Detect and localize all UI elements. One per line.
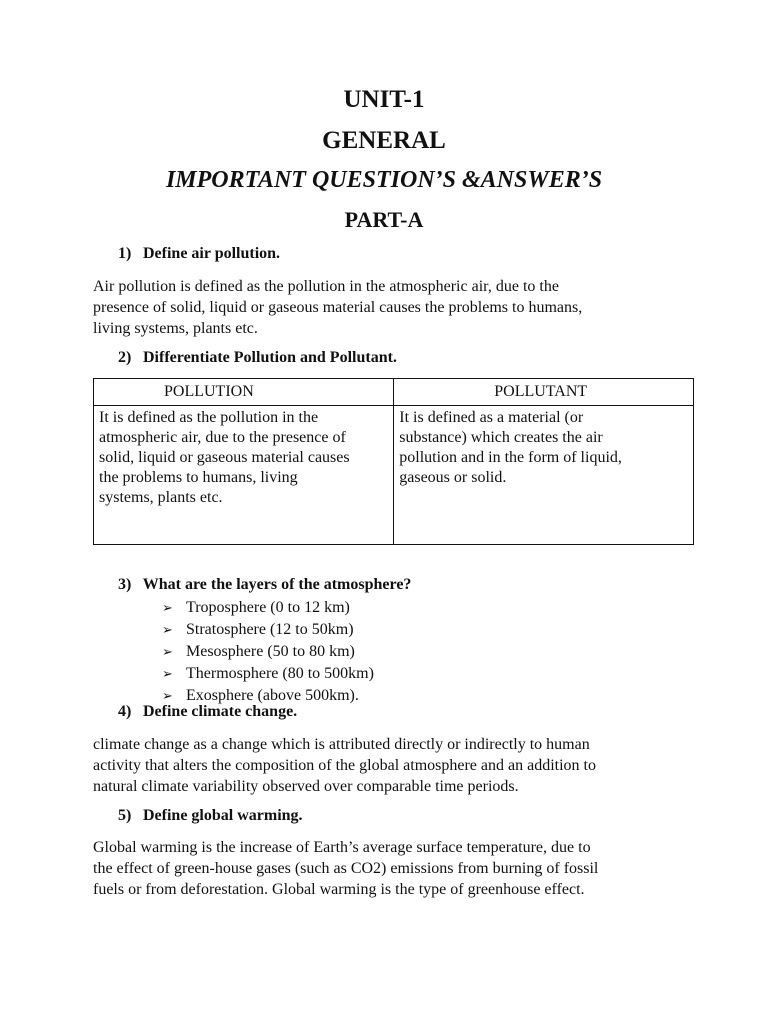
- question-5-number: 5): [118, 807, 132, 824]
- column-header-pollutant: POLLUTANT: [394, 379, 694, 406]
- arrow-bullet-icon: ➢: [162, 667, 173, 682]
- arrow-bullet-icon: ➢: [162, 645, 173, 660]
- answer-5: [93, 837, 693, 900]
- question-2-number: 2): [118, 349, 132, 366]
- answer-5-line: the effect of green-house gases (such as CO2) emissions from burning of fossil: [93, 860, 599, 877]
- answer-1-line: Air pollution is defined as the pollution in the atmospheric air, due to the: [93, 278, 559, 295]
- question-1: [118, 245, 280, 263]
- answer-4-line: natural climate variability observed over comparable time periods.: [93, 778, 519, 795]
- general-heading: GENERAL: [322, 127, 446, 154]
- atmosphere-layers-list: [162, 597, 374, 707]
- pollutant-definition-cell: [394, 406, 694, 545]
- cell-line: gaseous or solid.: [399, 469, 507, 486]
- answer-5-line: fuels or from deforestation. Global warming is the type of greenhouse effect.: [93, 881, 585, 898]
- answer-1-line: presence of solid, liquid or gaseous material causes the problems to humans,: [93, 299, 583, 316]
- arrow-bullet-icon: ➢: [162, 623, 173, 638]
- answer-4: [93, 734, 693, 797]
- cell-line: the problems to humans, living: [99, 469, 298, 486]
- question-4-text: Define climate change.: [143, 703, 298, 720]
- important-qa-heading: IMPORTANT QUESTION’S &ANSWER’S: [165, 167, 603, 193]
- column-header-pollution: POLLUTION: [94, 379, 394, 406]
- list-item: [162, 597, 374, 619]
- layer-label: Mesosphere (50 to 80 km): [186, 643, 355, 660]
- question-1-text: Define air pollution.: [143, 245, 281, 262]
- unit-heading: UNIT-1: [343, 86, 425, 113]
- answer-1: [93, 276, 693, 339]
- question-2-text: Differentiate Pollution and Pollutant.: [143, 349, 397, 366]
- question-1-number: 1): [118, 245, 132, 262]
- question-5-text: Define global warming.: [143, 807, 303, 824]
- cell-line: atmospheric air, due to the presence of: [99, 429, 346, 446]
- cell-line: It is defined as a material (or: [399, 409, 584, 426]
- answer-1-line: living systems, plants etc.: [93, 320, 258, 337]
- question-3: [118, 576, 411, 594]
- question-2: [118, 349, 397, 367]
- table-header-row: [94, 379, 694, 406]
- answer-5-line: Global warming is the increase of Earth’s average surface temperature, due to: [93, 839, 591, 856]
- layer-label: Thermosphere (80 to 500km): [186, 665, 374, 682]
- cell-line: substance) which creates the air: [399, 429, 603, 446]
- answer-4-line: climate change as a change which is attributed directly or indirectly to human: [93, 736, 590, 753]
- arrow-bullet-icon: ➢: [162, 601, 173, 616]
- cell-line: systems, plants etc.: [99, 489, 223, 506]
- part-a-heading: PART-A: [344, 207, 424, 232]
- list-item: [162, 619, 374, 641]
- layer-label: Troposphere (0 to 12 km): [186, 599, 350, 616]
- comparison-table: [93, 378, 694, 545]
- pollution-definition-cell: [94, 406, 394, 545]
- table-row: [94, 406, 694, 545]
- answer-4-line: activity that alters the composition of the global atmosphere and an addition to: [93, 757, 596, 774]
- cell-line: It is defined as the pollution in the: [99, 409, 319, 426]
- layer-label: Exosphere (above 500km).: [186, 687, 359, 704]
- cell-line: solid, liquid or gaseous material causes: [99, 449, 350, 466]
- question-3-number: 3): [118, 576, 132, 593]
- question-5: [118, 807, 303, 825]
- cell-line: pollution and in the form of liquid,: [399, 449, 622, 466]
- layer-label: Stratosphere (12 to 50km): [186, 621, 354, 638]
- question-4: [118, 703, 297, 721]
- list-item: [162, 663, 374, 685]
- question-3-text: What are the layers of the atmosphere?: [142, 576, 412, 593]
- question-4-number: 4): [118, 703, 132, 720]
- arrow-bullet-icon: ➢: [162, 689, 173, 704]
- list-item: [162, 641, 374, 663]
